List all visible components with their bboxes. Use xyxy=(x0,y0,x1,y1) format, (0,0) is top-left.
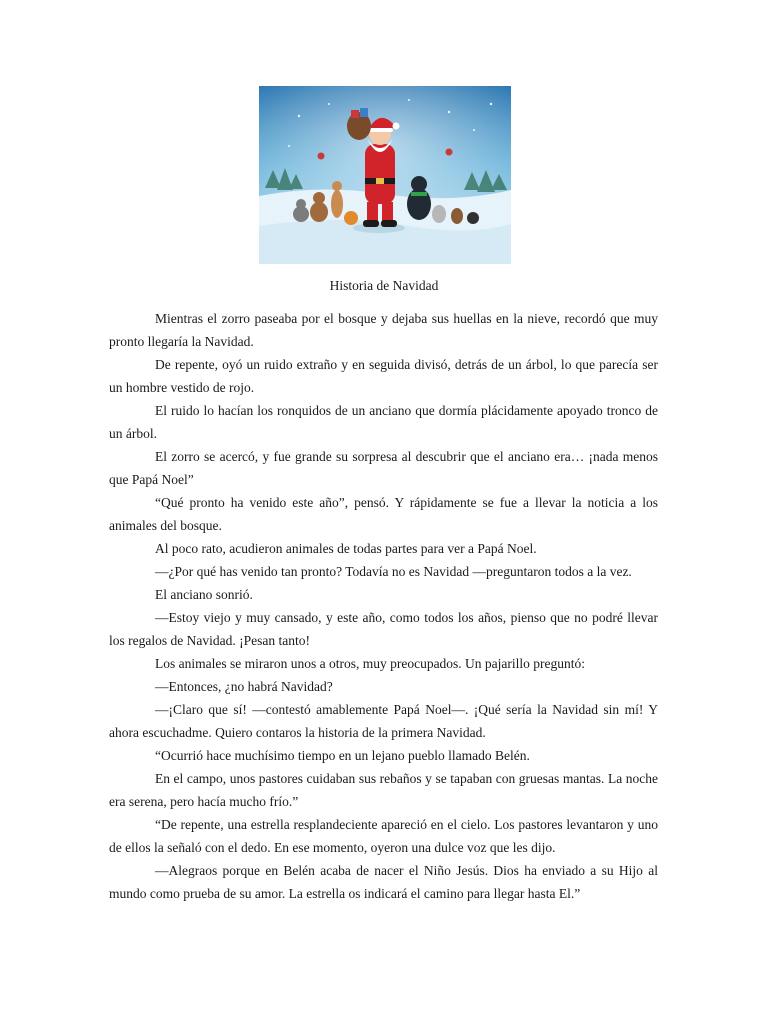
story-title: Historia de Navidad xyxy=(329,278,439,293)
story-body xyxy=(109,307,658,905)
paragraph: El ruido lo hacían los ronquidos de un anciano que dormía plácidamente apoyado tronco de un árbol. xyxy=(109,403,658,441)
paragraph: Los animales se miraron unos a otros, muy preocupados. Un pajarillo preguntó: xyxy=(155,656,586,671)
paragraph: El anciano sonrió. xyxy=(155,587,253,602)
paragraph: —Estoy viejo y muy cansado, y este año, como todos los años, pienso que no podré llevar los regalos de Navidad. ¡Pesan tanto! xyxy=(109,610,658,648)
paragraph: —¿Por qué has venido tan pronto? Todavía no es Navidad —preguntaron todos a la vez. xyxy=(155,564,632,579)
paragraph: En el campo, unos pastores cuidaban sus rebaños y se tapaban con gruesas mantas. La noche era serena, pero hacía mucho frío.” xyxy=(109,771,658,809)
paragraph: El zorro se acercó, y fue grande su sorpresa al descubrir que el anciano era… ¡nada menos que Papá Noel” xyxy=(109,449,658,487)
paragraph: —Entonces, ¿no habrá Navidad? xyxy=(155,679,333,694)
paragraph: —¡Claro que sí! —contestó amablemente Papá Noel—. ¡Qué sería la Navidad sin mí! Y ahora escuchadme. Quiero contaros la historia de la primera Navidad. xyxy=(109,702,658,740)
paragraph: —Alegraos porque en Belén acaba de nacer el Niño Jesús. Dios ha enviado a su Hijo al mundo como prueba de su amor. La estrella os indicará el camino para llegar hasta El.” xyxy=(109,863,658,901)
paragraph: Mientras el zorro paseaba por el bosque y dejaba sus huellas en la nieve, recordó que muy pronto llegaría la Navidad. xyxy=(109,311,658,349)
paragraph: “Qué pronto ha venido este año”, pensó. Y rápidamente se fue a llevar la noticia a los animales del bosque. xyxy=(109,495,658,533)
paragraph: Al poco rato, acudieron animales de todas partes para ver a Papá Noel. xyxy=(155,541,537,556)
paragraph: “De repente, una estrella resplandeciente apareció en el cielo. Los pastores levantaron y uno de ellos la señaló con el dedo. En ese momento, oyeron una dulce voz que les dijo. xyxy=(109,817,658,855)
paragraph: De repente, oyó un ruido extraño y en seguida divisó, detrás de un árbol, lo que parecía ser un hombre vestido de rojo. xyxy=(109,357,658,395)
paragraph: “Ocurrió hace muchísimo tiempo en un lejano pueblo llamado Belén. xyxy=(155,748,530,763)
santa-with-animals-image xyxy=(259,86,511,264)
christmas-illustration xyxy=(259,86,511,264)
